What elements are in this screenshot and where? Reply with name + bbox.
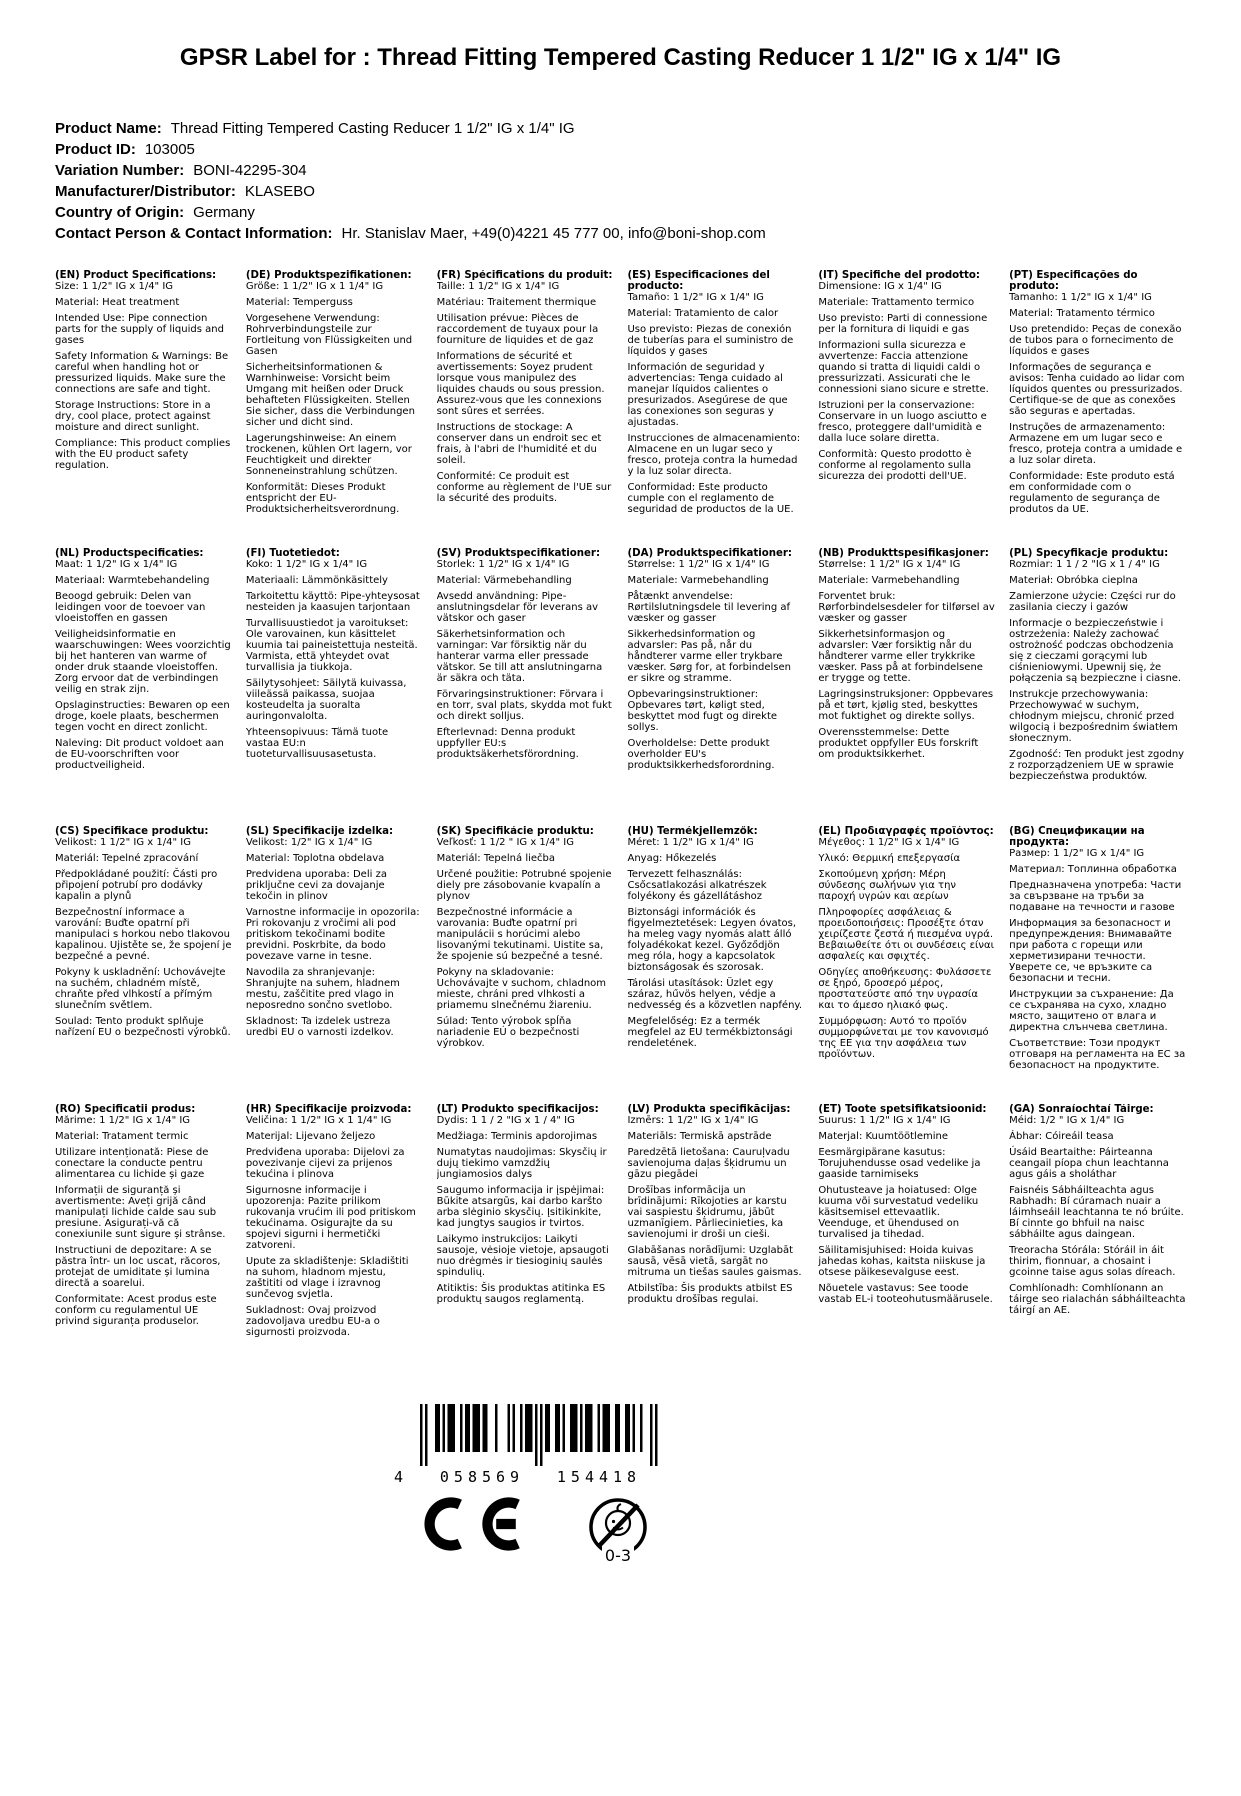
spec-paragraph: Sicherheitsinformationen & Warnhinweise: Vorsicht beim Umgang mit heißen oder Druck behafteten Flüssigkeiten. Stellen Sie sicher, dass die Verbindungen sicher und dicht sind. xyxy=(245,362,415,428)
spec-paragraph: Påtænkt anvendelse: Rørtilslutningsdele til levering af væsker og gasser xyxy=(627,591,791,624)
barcode xyxy=(392,1404,672,1484)
spec-paragraph: Upute za skladištenje: Skladištiti na suhom, hladnom mjestu, zaštititi od vlage i izravnog sunčevog svjetla. xyxy=(245,1256,409,1300)
product-info-value: Hr. Stanislav Maer, +49(0)4221 45 777 00, info@boni-shop.com xyxy=(341,225,766,242)
spec-paragraph: Anyag: Hőkezelés xyxy=(627,853,717,864)
gpsr-label-page xyxy=(0,42,1241,1565)
product-info-value: Germany xyxy=(193,204,255,221)
spec-paragraph: Размер: 1 1/2" IG x 1/4" IG xyxy=(1009,848,1145,859)
language-spec-block xyxy=(437,548,614,826)
spec-paragraph: Suurus: 1 1/2" IG x 1/4" IG xyxy=(818,1115,951,1126)
spec-paragraph: Medžiaga: Terminis apdorojimas xyxy=(436,1131,598,1142)
spec-paragraph: Informazioni sulla sicurezza e avvertenze: Faccia attenzione quando si tratta di liquidi caldi o pressurizzati. Assicurati che le connessioni siano sicure e strette. xyxy=(818,340,989,395)
spec-paragraph: Atitiktis: Šis produktas atitinka ES produktų saugos reglamentą. xyxy=(436,1283,606,1305)
ce-mark-icon xyxy=(415,1496,527,1552)
spec-paragraph: Sikkerhetsinformasjon og advarsler: Vær forsiktig når du håndterer varme eller trykkrike væsker. Pass på at forbindelsene er trygge og tette. xyxy=(818,629,983,684)
product-info xyxy=(55,118,1241,244)
language-spec-block xyxy=(246,826,423,1104)
spec-paragraph: Izmērs: 1 1/2" IG x 1/4" IG xyxy=(627,1115,759,1126)
product-info-label: Manufacturer/Distributor: xyxy=(55,183,236,200)
spec-paragraph: Laikymo instrukcijos: Laikyti sausoje, vėsioje vietoje, apsaugoti nuo drėgmės ir tiesioginių saulės spindulių. xyxy=(436,1234,609,1278)
spec-paragraph: Dimensione: IG x 1/4" IG xyxy=(818,281,942,292)
language-spec-block xyxy=(1009,548,1186,826)
spec-paragraph: Materijal: Lijevano željezo xyxy=(245,1131,376,1142)
spec-paragraph: Materiál: Tepelná liečba xyxy=(436,853,555,864)
spec-paragraph: Instructiuni de depozitare: A se păstra într- un loc uscat, răcoros, protejat de umiditate și lumina directă a soarelui. xyxy=(55,1245,221,1289)
language-spec-block xyxy=(627,1104,804,1382)
spec-paragraph: Material: Tratament termic xyxy=(55,1131,189,1142)
language-spec-header: (EL) Προδιαγραφές προϊόντος: xyxy=(818,826,994,837)
spec-paragraph: Úsáid Beartaithe: Páirteanna ceangail píopa chun leachtanna agus gáis a sholáthar xyxy=(1009,1147,1169,1180)
spec-paragraph: Storlek: 1 1/2" IG x 1/4" IG xyxy=(436,559,570,570)
spec-paragraph: Sikkerhedsinformation og advarsler: Pas på, når du håndterer varme eller trykbare væsker. Sørg for, at forbindelsen er sikre og stramme. xyxy=(627,629,792,684)
spec-paragraph: Intended Use: Pipe connection parts for the supply of liquids and gases xyxy=(55,313,224,346)
product-info-label: Product Name: xyxy=(55,120,162,137)
product-info-row xyxy=(55,181,1241,202)
spec-paragraph: Paredzētā lietošana: Cauruļvadu savienojuma daļas šķidrumu un gāzu piegādei xyxy=(627,1147,790,1180)
spec-paragraph: Comhlíonadh: Comhlíonann an táirge seo rialachán sábháilteachta táirgí an AE. xyxy=(1009,1283,1186,1316)
spec-paragraph: Megfelelőség: Ez a termék megfelel az EU termékbiztonsági rendeletének. xyxy=(627,1016,793,1049)
spec-paragraph: Zgodność: Ten produkt jest zgodny z rozporządzeniem UE w sprawie bezpieczeństwa produktów. xyxy=(1009,749,1185,782)
spec-paragraph: Tamaño: 1 1/2" IG x 1/4" IG xyxy=(627,292,764,303)
language-spec-header: (IT) Specifiche del prodotto: xyxy=(818,270,980,281)
spec-paragraph: Atbilstība: Šis produkts atbilst ES produktu drošības regulai. xyxy=(627,1283,793,1305)
language-spec-header: (NB) Produkttspesifikasjoner: xyxy=(818,548,989,559)
spec-paragraph: Koko: 1 1/2" IG x 1/4" IG xyxy=(245,559,368,570)
barcode-lead-digit: 4 xyxy=(394,1468,404,1486)
spec-paragraph: Tarkoitettu käyttö: Pipe-yhteysosat nesteiden ja kaasujen tarjontaan xyxy=(245,591,420,613)
language-spec-header: (FR) Spécifications du produit: xyxy=(436,270,613,281)
product-info-label: Contact Person & Contact Information: xyxy=(55,225,333,242)
language-spec-header: (SK) Špecifikácie produktu: xyxy=(436,826,594,837)
product-info-label: Country of Origin: xyxy=(55,204,185,221)
spec-paragraph: Förvaringsinstruktioner: Förvara i en torr, sval plats, skydda mot fukt och direkt solljus. xyxy=(436,689,612,722)
spec-paragraph: Instrukcje przechowywania: Przechowywać w suchym, chłodnym miejscu, chronić przed wilgocią i bezpośrednim światłem słonecznym. xyxy=(1009,689,1178,744)
spec-paragraph: Materiale: Trattamento termico xyxy=(818,297,975,308)
language-spec-block xyxy=(55,826,232,1104)
spec-paragraph: Instrucciones de almacenamiento: Almacene en un lugar seco y fresco, proteja contra la humedad y la luz solar directa. xyxy=(627,433,801,477)
spec-paragraph: Avsedd användning: Pipe-anslutningsdelar för leverans av vätskor och gaser xyxy=(436,591,599,624)
spec-paragraph: Faisnéis Sábháilteachta agus Rabhadh: Bí cúramach nuair a láimhseáil leachtanna te nó brúite. Bí cinnte go bhfuil na naisc sábháilte agus daingean. xyxy=(1009,1185,1184,1240)
product-info-row xyxy=(55,139,1241,160)
spec-paragraph: Material: Toplotna obdelava xyxy=(245,853,385,864)
spec-paragraph: Velikost: 1 1/2" IG x 1/4" IG xyxy=(55,837,191,848)
language-spec-block xyxy=(1009,270,1186,548)
spec-paragraph: Material: Tratamiento de calor xyxy=(627,308,779,319)
spec-paragraph: Información de seguridad y advertencias: Tenga cuidado al manejar líquidos calientes o presurizados. Asegúrese de que las conexiones son seguras y ajustadas. xyxy=(627,362,788,428)
spec-paragraph: Informations de sécurité et avertissements: Soyez prudent lorsque vous manipulez des liquides chauds ou sous pression. Assurez-vous que les connexions sont sûres et serrées. xyxy=(436,351,605,417)
spec-paragraph: Eesmärgipärane kasutus: Torujuhendusse osad vedelike ja gaaside tarnimiseks xyxy=(818,1147,981,1180)
spec-paragraph: Dydis: 1 1 / 2 "IG x 1 / 4" IG xyxy=(436,1115,575,1126)
spec-paragraph: Soulad: Tento produkt splňuje nařízení EU o bezpečnosti výrobků. xyxy=(55,1016,231,1038)
language-spec-header: (EN) Product Specifications: xyxy=(55,270,217,281)
spec-paragraph: Konformität: Dieses Produkt entspricht der EU-Produktsicherheitsverordnung. xyxy=(245,482,400,515)
spec-paragraph: Instructions de stockage: A conserver dans un endroit sec et frais, à l'abri de l'humidité et du soleil. xyxy=(436,422,602,466)
spec-paragraph: Navodila za shranjevanje: Shranjujte na suhem, hladnem mestu, zaščitite pred vlago in neposredno sončno svetlobo. xyxy=(245,967,400,1011)
spec-paragraph: Σκοπούμενη χρήση: Μέρη σύνδεσης σωλήνων για την παροχή υγρών και αερίων xyxy=(818,869,956,902)
spec-paragraph: Veiligheidsinformatie en waarschuwingen: Wees voorzichtig bij het hanteren van warme of onder druk staande vloeistoffen. Zorg ervoor dat de verbindingen veilig en strak zijn. xyxy=(55,629,231,695)
spec-paragraph: Съответствие: Този продукт отговаря на регламента на ЕС за безопасност на продуктите. xyxy=(1009,1038,1186,1071)
spec-paragraph: Utilisation prévue: Pièces de raccordement de tuyaux pour la fourniture de liquides et de gaz xyxy=(436,313,599,346)
spec-paragraph: Bezpečnostné informácie a varovania: Buďte opatrní pri manipulácii s horúcimi alebo lisovanými tekutinami. Uistite sa, že spojenie sú bezpečné a tesné. xyxy=(436,907,604,962)
spec-paragraph: Méid: 1/2 " IG x 1/4" IG xyxy=(1009,1115,1125,1126)
spec-paragraph: Predvidena uporaba: Deli za priključne cevi za dovajanje tekočin in plinov xyxy=(245,869,387,902)
product-info-value: BONI-42295-304 xyxy=(193,162,307,179)
language-spec-header: (DE) Produktspezifikationen: xyxy=(245,270,412,281)
language-specs-grid xyxy=(55,270,1186,1382)
spec-paragraph: Materiał: Obróbka cieplna xyxy=(1009,575,1138,586)
product-info-value: 103005 xyxy=(144,141,195,158)
spec-paragraph: Naleving: Dit product voldoet aan de EU-voorschriften voor productveiligheid. xyxy=(55,738,224,771)
certification-symbols xyxy=(415,1496,672,1565)
language-spec-block xyxy=(1009,826,1186,1104)
spec-paragraph: Pokyny k uskladnění: Uchovávejte na suchém, chladném místě, chraňte před vlhkostí a přímým slunečním světlem. xyxy=(55,967,226,1011)
language-spec-header: (ES) Especificaciones del producto: xyxy=(627,270,770,292)
language-spec-block xyxy=(627,270,804,548)
product-info-value: Thread Fitting Tempered Casting Reducer 1 1/2" IG x 1/4" IG xyxy=(170,120,575,137)
spec-paragraph: Uso previsto: Parti di connessione per la fornitura di liquidi e gas xyxy=(818,313,988,335)
spec-paragraph: Информация за безопасност и предупреждения: Внимавайте при работа с горещи или херметизирани течности. Уверете се, че връзките са безопасни и тесни. xyxy=(1009,918,1172,984)
spec-paragraph: Οδηγίες αποθήκευσης: Φυλάσσετε σε ξηρό, δροσερό μέρος, προστατεύστε από την υγρασία και το άμεσο ηλιακό φως. xyxy=(818,967,992,1011)
spec-paragraph: Forventet bruk: Rørforbindelsesdeler for tilførsel av væsker og gasser xyxy=(818,591,995,624)
product-info-row xyxy=(55,202,1241,223)
spec-paragraph: Säilytysohjeet: Säilytä kuivassa, viileässä paikassa, suojaa kosteudelta ja suoralta auringonvalolta. xyxy=(245,678,407,722)
spec-paragraph: Sukladnost: Ovaj proizvod zadovoljava uredbu EU-a o sigurnosti proizvoda. xyxy=(245,1305,380,1338)
spec-paragraph: Utilizare intenționată: Piese de conectare la conducte pentru alimentarea cu lichide și gaze xyxy=(55,1147,209,1180)
language-spec-header: (HU) Termékjellemzők: xyxy=(627,826,758,837)
product-info-row xyxy=(55,223,1241,244)
language-spec-block xyxy=(437,270,614,548)
language-spec-header: (HR) Specifikacije proizvoda: xyxy=(245,1104,412,1115)
language-spec-block xyxy=(246,548,423,826)
spec-paragraph: Méret: 1 1/2" IG x 1/4" IG xyxy=(627,837,754,848)
language-spec-block xyxy=(246,270,423,548)
spec-paragraph: Uso previsto: Piezas de conexión de tuberías para el suministro de líquidos y gases xyxy=(627,324,794,357)
spec-paragraph: Material: Heat treatment xyxy=(55,297,180,308)
footer xyxy=(392,1404,672,1565)
product-info-row xyxy=(55,160,1241,181)
barcode-bars xyxy=(420,1404,658,1466)
language-spec-block xyxy=(627,548,804,826)
spec-paragraph: Mărime: 1 1/2" IG x 1/4" IG xyxy=(55,1115,191,1126)
spec-paragraph: Sigurnosne informacije i upozorenja: Pazite prilikom rukovanja vrućim ili pod pritiskom tekućinama. Osigurajte da su spojevi sigurni i hermetički zatvoreni. xyxy=(245,1185,416,1251)
spec-paragraph: Инструкции за съхранение: Да се съхранява на сухо, хладно място, защитено от влага и директна слънчева светлина. xyxy=(1009,989,1174,1033)
language-spec-block xyxy=(437,1104,614,1382)
spec-paragraph: Tárolási utasítások: Üzlet egy száraz, hűvös helyen, védje a nedvesség és a közvetlen napfény. xyxy=(627,978,803,1011)
spec-paragraph: Glabāšanas norādījumi: Uzglabāt sausā, vēsā vietā, sargāt no mitruma un tiešas saules gaismas. xyxy=(627,1245,802,1278)
spec-paragraph: Předpokládané použití: Části pro připojení potrubí pro dodávky kapalin a plynů xyxy=(55,869,218,902)
language-spec-header: (SL) Specifikacije izdelka: xyxy=(245,826,394,837)
language-spec-header: (DA) Produktspecifikationer: xyxy=(627,548,792,559)
spec-paragraph: Ohutusteave ja hoiatused: Olge kuuma või survestatud vedeliku käsitsemisel ettevaatlik. Veenduge, et ühendused on turvalised ja tihedad. xyxy=(818,1185,979,1240)
spec-paragraph: Vorgesehene Verwendung: Rohrverbindungsteile zur Fortleitung von Flüssigkeiten und Gasen xyxy=(245,313,413,357)
spec-paragraph: Turvallisuustiedot ja varoitukset: Ole varovainen, kun käsittelet kuumia tai paineistettuja nesteitä. Varmista, että yhteydet ovat turvallisia ja tiukkoja. xyxy=(245,618,418,673)
spec-paragraph: Yhteensopivuus: Tämä tuote vastaa EU:n tuoteturvallisuusasetusta. xyxy=(245,727,389,760)
spec-paragraph: Overensstemmelse: Dette produktet oppfyller EUs forskrift om produktsikkerhet. xyxy=(818,727,979,760)
language-spec-header: (SV) Produktspecifikationer: xyxy=(436,548,601,559)
language-spec-block xyxy=(818,270,995,548)
spec-paragraph: Overholdelse: Dette produkt overholder EU's produktsikkerhedsforordning. xyxy=(627,738,775,771)
spec-paragraph: Varnostne informacije in opozorila: Pri rokovanju z vročimi ali pod pritiskom tekočinami bodite previdni. Poskrbite, da bodo povezave varne in tesne. xyxy=(245,907,420,962)
language-spec-header: (NL) Productspecificaties: xyxy=(55,548,204,559)
spec-paragraph: Material: Tratamento térmico xyxy=(1009,308,1155,319)
spec-paragraph: Conformité: Ce produit est conforme au règlement de l'UE sur la sécurité des produits. xyxy=(436,471,612,504)
language-spec-header: (RO) Specificatii produs: xyxy=(55,1104,196,1115)
spec-paragraph: Informações de segurança e avisos: Tenha cuidado ao lidar com líquidos quentes ou pressurizados. Certifique-se de que as conexões são seguras e apertadas. xyxy=(1009,362,1185,417)
spec-paragraph: Materiaal: Warmtebehandeling xyxy=(55,575,210,586)
language-spec-header: (PT) Especificações do produto: xyxy=(1009,270,1138,292)
language-spec-block xyxy=(55,270,232,548)
spec-paragraph: Υλικό: Θερμική επεξεργασία xyxy=(818,853,961,864)
barcode-left-digits: 058569 xyxy=(439,1468,525,1486)
spec-paragraph: Πληροφορίες ασφάλειας & προειδοποιήσεις: Προσέξτε όταν χειρίζεστε ζεστά ή πιεσμένα υγρά. Βεβαιωθείτε ότι οι συνδέσεις είναι ασφαλείς και σφιχτές. xyxy=(818,907,994,962)
spec-paragraph: Treoracha Stórála: Stóráil in áit thirim, fionnuar, a chosaint i gcoinne taise agus solas díreach. xyxy=(1009,1245,1176,1278)
age-warning-label: 0-3 xyxy=(602,1546,634,1565)
spec-paragraph: Istruzioni per la conservazione: Conservare in un luogo asciutto e fresco, proteggere dall'umidità e dalla luce solare diretta. xyxy=(818,400,987,444)
spec-paragraph: Compliance: This product complies with the EU product safety regulation. xyxy=(55,438,231,471)
spec-paragraph: Veľkosť: 1 1/2 " IG x 1/4" IG xyxy=(436,837,574,848)
spec-paragraph: Biztonsági információk és figyelmeztetések: Legyen óvatos, ha meleg vagy nyomás alatt álló folyadékokat kezel. Győződjön meg róla, hogy a kapcsolatok biztonságosak és szorosak. xyxy=(627,907,797,973)
spec-paragraph: Material: Värmebehandling xyxy=(436,575,572,586)
spec-paragraph: Opbevaringsinstruktioner: Opbevares tørt, køligt sted, beskyttet mod fugt og direkte sollys. xyxy=(627,689,778,733)
language-spec-header: (CS) Specifikace produktu: xyxy=(55,826,209,837)
spec-paragraph: Lagerungshinweise: An einem trockenen, kühlen Ort lagern, vor Feuchtigkeit und direkter Sonneneinstrahlung schützen. xyxy=(245,433,412,477)
spec-paragraph: Materiale: Varmebehandling xyxy=(627,575,769,586)
spec-paragraph: Συμμόρφωση: Αυτό το προϊόν συμμορφώνεται με τον κανονισμό της ΕΕ για την ασφάλεια των προϊόντων. xyxy=(818,1016,989,1060)
spec-paragraph: Pokyny na skladovanie: Uchovávajte v suchom, chladnom mieste, chráni pred vlhkosti a priamemu slnečnému žiareniu. xyxy=(436,967,607,1011)
spec-paragraph: Saugumo informacija ir įspėjimai: Būkite atsargūs, kai darbo karšto arba slėginio skysčių. Įsitikinkite, kad jungtys saugios ir tvirtos. xyxy=(436,1185,605,1229)
product-info-label: Product ID: xyxy=(55,141,136,158)
spec-paragraph: Säkerhetsinformation och varningar: Var försiktig när du hanterar varma eller pressade vätskor. Se till att anslutningarna är säkra och täta. xyxy=(436,629,603,684)
spec-paragraph: Størrelse: 1 1/2" IG x 1/4" IG xyxy=(818,559,961,570)
spec-paragraph: Ábhar: Cóireáil teasa xyxy=(1009,1131,1114,1142)
spec-paragraph: Conformidade: Este produto está em conformidade com o regulamento de segurança de produtos da UE. xyxy=(1009,471,1175,515)
product-info-row xyxy=(55,118,1241,139)
spec-paragraph: Conformitate: Acest produs este conform cu regulamentul UE privind siguranța produselor. xyxy=(55,1294,217,1327)
spec-paragraph: Material: Temperguss xyxy=(245,297,353,308)
spec-paragraph: Safety Information & Warnings: Be careful when handling hot or pressurized liquids. Make sure the connections are safe and tight. xyxy=(55,351,229,395)
language-spec-block xyxy=(818,1104,995,1382)
spec-paragraph: Materjal: Kuumtöötlemine xyxy=(818,1131,948,1142)
spec-paragraph: Zamierzone użycie: Części rur do zasilania cieczy i gazów xyxy=(1009,591,1176,613)
spec-paragraph: Maat: 1 1/2" IG x 1/4" IG xyxy=(55,559,178,570)
age-warning-0-3 xyxy=(587,1496,649,1565)
spec-paragraph: Instruções de armazenamento: Armazene em um lugar seco e fresco, proteja contra a umidade e a luz solar direta. xyxy=(1009,422,1183,466)
spec-paragraph: Storage Instructions: Store in a dry, cool place, protect against moisture and direct sunlight. xyxy=(55,400,211,433)
spec-paragraph: Uso pretendido: Peças de conexão de tubos para o fornecimento de líquidos e gases xyxy=(1009,324,1182,357)
spec-paragraph: Материал: Топлинна обработка xyxy=(1009,864,1177,875)
spec-paragraph: Súlad: Tento výrobok spĺňa nariadenie EÚ o bezpečnosti výrobkov. xyxy=(436,1016,580,1049)
spec-paragraph: Materiāls: Termiskā apstrāde xyxy=(627,1131,772,1142)
spec-paragraph: Matériau: Traitement thermique xyxy=(436,297,597,308)
product-info-label: Variation Number: xyxy=(55,162,185,179)
spec-paragraph: Skladnost: Ta izdelek ustreza uredbi EU o varnosti izdelkov. xyxy=(245,1016,394,1038)
spec-paragraph: Beoogd gebruik: Delen van leidingen voor de toevoer van vloeistoffen en gassen xyxy=(55,591,206,624)
spec-paragraph: Bezpečnostní informace a varování: Buďte opatrní při manipulaci s horkou nebo tlakovou kapalinou. Ujistěte se, že spojení je bezpečné a pevné. xyxy=(55,907,232,962)
spec-paragraph: Materiaali: Lämmönkäsittely xyxy=(245,575,388,586)
language-spec-header: (ET) Toote spetsifikatsioonid: xyxy=(818,1104,987,1115)
spec-paragraph: Materiál: Tepelné zpracování xyxy=(55,853,199,864)
spec-paragraph: Informacje o bezpieczeństwie i ostrzeżenia: Należy zachować ostrożność podczas obchodzenia się z cieczami gorącymi lub ciśnieniowymi. Upewnij się, że połączenia są bezpieczne i ciasne. xyxy=(1009,618,1182,684)
language-spec-block xyxy=(55,1104,232,1382)
spec-paragraph: Size: 1 1/2" IG x 1/4" IG xyxy=(55,281,174,292)
spec-paragraph: Veličina: 1 1/2" IG x 1 1/4" IG xyxy=(245,1115,392,1126)
language-spec-header: (LV) Produkta specifikācijas: xyxy=(627,1104,791,1115)
spec-paragraph: Opslaginstructies: Bewaren op een droge, koele plaats, beschermen tegen vocht en direct zonlicht. xyxy=(55,700,230,733)
language-spec-header: (BG) Спецификации на продукта: xyxy=(1009,826,1145,848)
spec-paragraph: Conformidad: Este producto cumple con el reglamento de seguridad de productos de la UE. xyxy=(627,482,794,515)
spec-paragraph: Predviđena uporaba: Dijelovi za povezivanje cijevi za prijenos tekućina i plinova xyxy=(245,1147,405,1180)
spec-paragraph: Μέγεθος: 1 1/2" IG x 1/4" IG xyxy=(818,837,960,848)
spec-paragraph: Größe: 1 1/2" IG x 1 1/4" IG xyxy=(245,281,384,292)
spec-paragraph: Určené použitie: Potrubné spojenie diely pre zásobovanie kvapalín a plynov xyxy=(436,869,612,902)
language-spec-block xyxy=(55,548,232,826)
spec-paragraph: Tamanho: 1 1/2" IG x 1/4" IG xyxy=(1009,292,1152,303)
language-spec-header: (LT) Produkto specifikacijos: xyxy=(436,1104,599,1115)
spec-paragraph: Nõuetele vastavus: See toode vastab EL-i tooteohutusmäärusele. xyxy=(818,1283,993,1305)
language-spec-block xyxy=(437,826,614,1104)
language-spec-header: (GA) Sonraíochtaí Táirge: xyxy=(1009,1104,1154,1115)
spec-paragraph: Informații de siguranță și avertismente: Aveți grijă când manipulați lichide calde sau sub presiune. Asigurați-vă că conexiunile sunt sigure și strânse. xyxy=(55,1185,226,1240)
spec-paragraph: Drošības informācija un brīdinājumi: Rīkojoties ar karstu vai saspiestu šķidrumu, jābūt uzmanīgiem. Pārliecinieties, ka savienojumi ir droši un cieši. xyxy=(627,1185,787,1240)
language-spec-block xyxy=(1009,1104,1186,1382)
spec-paragraph: Tervezett felhasználás: Csőcsatlakozási alkatrészek folyékony és gázellátáshoz xyxy=(627,869,767,902)
spec-paragraph: Numatytas naudojimas: Skysčių ir dujų tiekimo vamzdžių jungiamosios dalys xyxy=(436,1147,607,1180)
spec-paragraph: Rozmiar: 1 1 / 2 "IG x 1 / 4" IG xyxy=(1009,559,1160,570)
language-spec-header: (PL) Specyfikacje produktu: xyxy=(1009,548,1169,559)
language-spec-header: (FI) Tuotetiedot: xyxy=(245,548,340,559)
spec-paragraph: Efterlevnad: Denna produkt uppfyller EU:s produktsäkerhetsförordning. xyxy=(436,727,579,760)
language-spec-block xyxy=(818,548,995,826)
language-spec-block xyxy=(818,826,995,1104)
product-info-value: KLASEBO xyxy=(244,183,315,200)
page-title: GPSR Label for : Thread Fitting Tempered Casting Reducer 1 1/2" IG x 1/4" IG xyxy=(179,44,1062,71)
language-spec-block xyxy=(246,1104,423,1382)
language-spec-block xyxy=(627,826,804,1104)
spec-paragraph: Størrelse: 1 1/2" IG x 1/4" IG xyxy=(627,559,770,570)
barcode-right-digits: 154418 xyxy=(556,1468,642,1486)
spec-paragraph: Materiale: Varmebehandling xyxy=(818,575,960,586)
spec-paragraph: Предназначена употреба: Части за свързване на тръби за подаване на течности и газове xyxy=(1009,880,1182,913)
spec-paragraph: Velikost: 1/2" IG x 1/4" IG xyxy=(245,837,373,848)
spec-paragraph: Conformità: Questo prodotto è conforme al regolamento sulla sicurezza dei prodotti dell'UE. xyxy=(818,449,972,482)
spec-paragraph: Säilitamisjuhised: Hoida kuivas jahedas kohas, kaitsta niiskuse ja otsese päikesevalguse eest. xyxy=(818,1245,986,1278)
spec-paragraph: Taille: 1 1/2" IG x 1/4" IG xyxy=(436,281,560,292)
spec-paragraph: Lagringsinstruksjoner: Oppbevares på et tørt, kjølig sted, beskyttes mot fuktighet og direkte sollys. xyxy=(818,689,994,722)
